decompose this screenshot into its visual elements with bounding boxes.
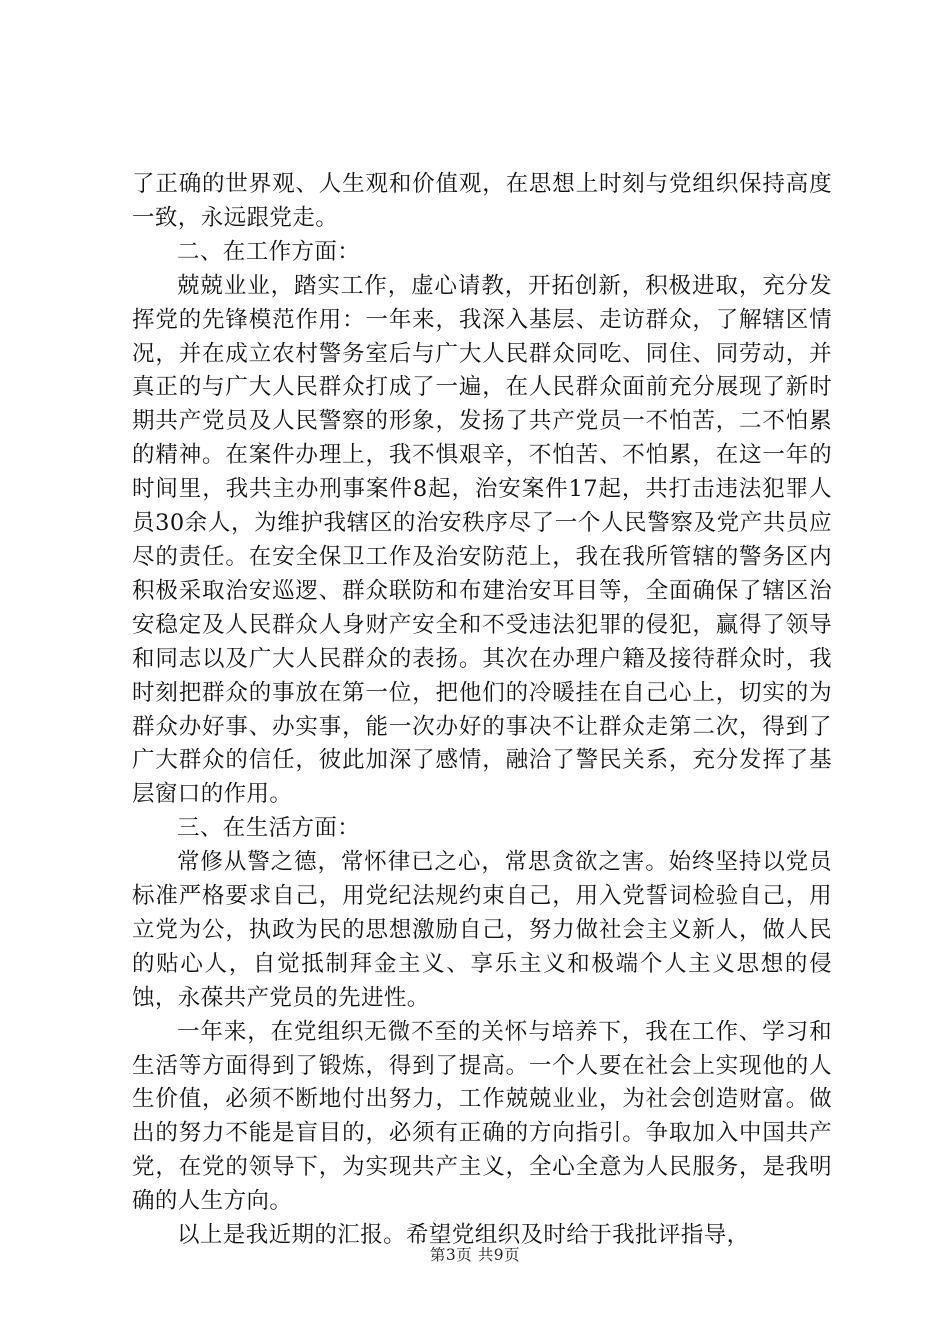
page-number-footer: 第3页 共9页 (429, 1246, 521, 1264)
section-heading-life: 三、在生活方面： (177, 815, 361, 842)
paragraph-life: 常修从警之德，常怀律已之心，常思贪欲之害。始终坚持以党员标准严格要求自己，用党纪法规约束自己，用入党誓词检验自己，用立党为公，执政为民的思想激励自己，努力做社会主义新人，做人民的贴心人，自觉抵制拜金主义、享乐主义和极端个人主义思想的侵蚀，永葆共产党员的先进性。 (132, 849, 832, 1011)
paragraph-summary: 一年来，在党组织无微不至的关怀与培养下，我在工作、学习和生活等方面得到了锻炼，得到了提高。一个人要在社会上实现他的人生价值，必须不断地付出努力，工作兢兢业业，为社会创造财富。做出的努力不能是盲目的，必须有正确的方向指引。争取加入中国共产党，在党的领导下，为实现共产主义，全心全意为人民服务，是我明确的人生方向。 (132, 1018, 832, 1215)
paragraph-work: 兢兢业业，踏实工作，虚心请教，开拓创新，积极进取，充分发挥党的先锋模范作用：一年来，我深入基层、走访群众，了解辖区情况，并在成立农村警务室后与广大人民群众同吃、同住、同劳动，并真正的与广大人民群众打成了一遍，在人民群众面前充分展现了新时期共产党员及人民警察的形象，发扬了共产党员一不怕苦，二不怕累的精神。在案件办理上，我不惧艰辛，不怕苦、不怕累，在这一年的时间里，我共主办刑事案件8起，治安案件17起，共打击违法犯罪人员30余人，为维护我辖区的治安秩序尽了一个人民警察及党产共员应尽的责任。在安全保卫工作及治安防范上，我在我所管辖的警务区内积极采取治安巡逻、群众联防和布建治安耳目等，全面确保了辖区治安稳定及人民群众人身财产安全和不受违法犯罪的侵犯，赢得了领导和同志以及广大人民群众的表扬。其次在办理户籍及接待群众时，我时刻把群众的事放在第一位，把他们的冷暖挂在自己心上，切实的为群众办好事、办实事，能一次办好的事决不让群众走第二次，得到了广大群众的信任，彼此加深了感情，融洽了警民关系，充分发挥了基层窗口的作用。 (132, 272, 832, 808)
document-body (132, 168, 832, 1253)
paragraph-closing: 以上是我近期的汇报。希望党组织及时给于我批评指导， (177, 1222, 750, 1249)
paragraph-continuation: 了正确的世界观、人生观和价值观，在思想上时刻与党组织保持高度一致，永远跟党走。 (132, 171, 832, 231)
section-heading-work: 二、在工作方面： (177, 238, 361, 265)
